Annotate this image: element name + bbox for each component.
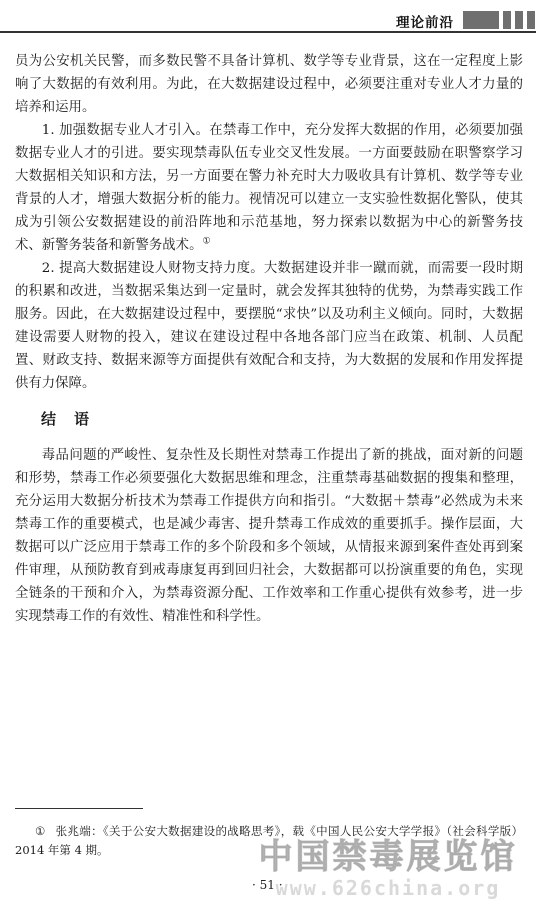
watermark-title: 中国禁毒展览馆 <box>258 837 518 877</box>
watermark-url: www.626china.org <box>275 876 501 900</box>
header-bar <box>503 11 511 29</box>
footnote-reference[interactable]: ① <box>202 236 211 247</box>
header-bar-block <box>463 11 499 29</box>
paragraph-text: 1. 加强数据专业人才引入。在禁毒工作中，充分发挥大数据的作用，必须要加强数据专业人才的引进。要实现禁毒队伍专业交叉性发展。一方面要鼓励在职警察学习大数据相关知识和方法，另一方面要在警力补充时大力吸收具有计算机、数学等专业背景的人才，增强大数据分析的能力。视情况可以建立一支实验性数据化警队，使其成为引领公安数据建设的前沿阵地和示范基地，努力探索以数据为中心的新警务技术、新警务装备和新警务战术。 <box>15 123 523 253</box>
paragraph-talent-introduction <box>15 119 523 257</box>
paragraph-conclusion: 毒品问题的严峻性、复杂性及长期性对禁毒工作提出了新的挑战，面对新的问题和形势，禁毒工作必须要强化大数据思维和理念，注重禁毒基础数据的搜集和整理，充分运用大数据分析技术为禁毒工作提供方向和指引。“大数据＋禁毒”必然成为未来禁毒工作的重要模式，也是减少毒害、提升禁毒工作成效的重要抓手。操作层面，大数据可以广泛应用于禁毒工作的多个阶段和多个领域，从情报来源到案件查处再到案件审理，从预防教育到戒毒康复再到回归社会，大数据都可以扮演重要的角色，实现全链条的干预和介入，为禁毒资源分配、工作效率和工作重心提供有效参考，进一步实现禁毒工作的有效性、精准性和科学性。 <box>15 448 523 624</box>
paragraph-resource-support: 2. 提高大数据建设人财物支持力度。大数据建设并非一蹴而就，而需要一段时期的积累和改进，当数据采集达到一定量时，就会发挥其独特的优势，为禁毒实践工作服务。因此，在大数据建设过程中，要摆脱“求快”以及功利主义倾向。同时，大数据建设需要人财物的投入，建议在建设过程中各地各部门应当在政策、机制、人员配置、财政支持、数据来源等方面提供有效配合和支持，为大数据的发展和作用发挥提供有力保障。 <box>15 261 523 391</box>
section-title: 理论前沿 <box>396 15 454 31</box>
footnote-mark: ① <box>35 824 46 838</box>
footnote-text: 张兆端：《关于公安大数据建设的战略思考》，载《中国人民公安大学学报》（社会科学版）2014 年第 4 期。 <box>15 824 523 857</box>
page-number: · 51 · <box>252 878 283 892</box>
header-rule <box>0 31 536 33</box>
footnote-divider <box>15 808 143 809</box>
footnote <box>15 822 523 860</box>
header-bar <box>527 11 535 29</box>
header-bar <box>515 11 523 29</box>
page-header <box>0 0 536 36</box>
paragraph-continuation: 员为公安机关民警，而多数民警不具备计算机、数学等专业背景，这在一定程度上影响了大数据的有效利用。为此，在大数据建设过程中，必须要注重对专业人才力量的培养和运用。 <box>15 54 523 115</box>
conclusion-heading: 结语 <box>41 410 108 428</box>
article-body <box>15 50 523 628</box>
